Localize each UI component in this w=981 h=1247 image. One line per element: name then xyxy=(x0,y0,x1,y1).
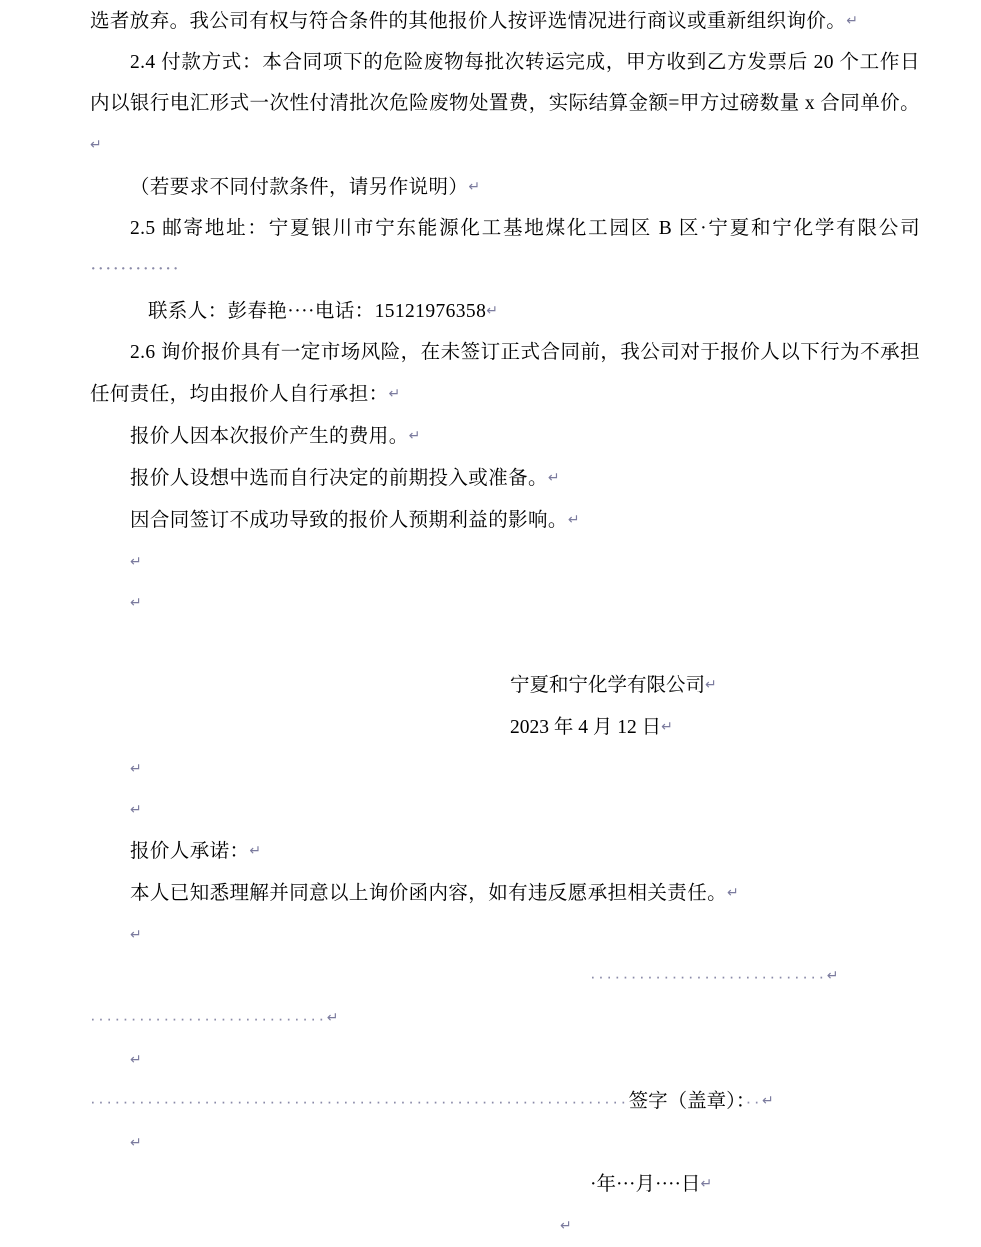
empty-line-5 xyxy=(90,789,920,830)
paragraph-mark: ↵ xyxy=(130,760,142,776)
signature-fill-dots: ·································································· xyxy=(90,1092,629,1111)
fill-line-left-dots: ····························· xyxy=(90,1009,327,1028)
signature-date-text: 2023 年 4 月 12 日 xyxy=(510,717,662,738)
paragraph-mark: ↵ xyxy=(130,1134,142,1150)
commitment-body-text: 本人已知悉理解并同意以上询价函内容，如有违反愿承担相关责任。 xyxy=(130,883,728,904)
empty-line-7 xyxy=(90,1039,920,1080)
empty-line-6 xyxy=(90,914,920,955)
commitment-body xyxy=(90,872,920,914)
signature-date xyxy=(90,706,920,748)
para-contact-text: 联系人：彭春艳····电话：15121976358 xyxy=(148,301,487,322)
paragraph-mark: ↵ xyxy=(388,385,401,401)
paragraph-mark: ↵ xyxy=(661,718,673,734)
paragraph-mark: ↵ xyxy=(547,469,560,485)
paragraph-mark: ↵ xyxy=(727,884,739,900)
fill-line-left[interactable] xyxy=(90,997,920,1039)
paragraph-mark: ↵ xyxy=(130,801,142,817)
para-2-5-address xyxy=(90,208,920,290)
address-trailing-dots: ············ xyxy=(90,259,180,280)
para-continuation-text: 选者放弃。我公司有权与符合条件的其他报价人按评选情况进行商议或重新组织询价。 xyxy=(90,11,847,32)
paragraph-mark: ↵ xyxy=(90,136,102,152)
para-risk-item-2 xyxy=(90,457,920,499)
para-payment-note-text: （若要求不同付款条件，请另作说明） xyxy=(130,177,469,198)
paragraph-mark: ↵ xyxy=(560,1217,572,1233)
signature-company xyxy=(90,664,920,706)
para-2-6-risk xyxy=(90,332,920,415)
paragraph-mark: ↵ xyxy=(130,1051,142,1067)
paragraph-mark: ↵ xyxy=(249,842,262,858)
para-contact xyxy=(90,290,920,332)
para-risk-item-3-text: 因合同签订不成功导致的报价人预期利益的影响。 xyxy=(130,510,568,531)
document-body xyxy=(90,0,920,1246)
paragraph-mark: ↵ xyxy=(846,12,858,28)
fill-line-right[interactable] xyxy=(90,955,920,997)
empty-line-9 xyxy=(90,1205,920,1246)
paragraph-mark: ↵ xyxy=(486,302,498,318)
paragraph-mark: ↵ xyxy=(705,676,717,692)
empty-line-3 xyxy=(90,623,920,664)
commitment-heading xyxy=(90,830,920,872)
para-risk-item-2-text: 报价人设想中选而自行决定的前期投入或准备。 xyxy=(130,468,548,489)
paragraph-mark: ↵ xyxy=(468,178,481,194)
empty-line-4 xyxy=(90,748,920,789)
empty-line-8 xyxy=(90,1122,920,1163)
empty-line-1 xyxy=(90,541,920,582)
commitment-heading-text: 报价人承诺： xyxy=(130,841,250,862)
para-risk-item-1-text: 报价人因本次报价产生的费用。 xyxy=(130,426,409,447)
para-risk-item-1 xyxy=(90,415,920,457)
signature-trailing-dots: ·· xyxy=(745,1092,762,1111)
paragraph-mark: ↵ xyxy=(826,967,839,983)
paragraph-mark: ↵ xyxy=(408,427,421,443)
signature-company-text: 宁夏和宁化学有限公司 xyxy=(510,675,706,696)
date-fill-text: ·年···月····日 xyxy=(590,1174,701,1195)
paragraph-mark: ↵ xyxy=(130,594,142,610)
para-2-5-address-text: 2.5 邮寄地址：宁夏银川市宁东能源化工基地煤化工园区 B 区·宁夏和宁化学有限公司 xyxy=(130,218,920,239)
paragraph-mark: ↵ xyxy=(130,926,142,942)
fill-line-right-dots: ····························· xyxy=(590,967,827,986)
date-fill-row[interactable] xyxy=(90,1163,920,1205)
para-risk-item-3 xyxy=(90,499,920,541)
para-2-4-payment-text: 2.4 付款方式：本合同项下的危险废物每批次转运完成，甲方收到乙方发票后 20 个工作日内以银行电汇形式一次性付清批次危险废物处置费，实际结算金额=甲方过磅数量 x 合同单价。 xyxy=(90,52,920,114)
paragraph-mark: ↵ xyxy=(700,1175,713,1191)
para-payment-note xyxy=(90,166,920,208)
paragraph-mark: ↵ xyxy=(326,1009,339,1025)
para-2-4-payment xyxy=(90,42,920,166)
signature-fill-row[interactable] xyxy=(90,1080,920,1122)
paragraph-mark: ↵ xyxy=(567,511,580,527)
empty-line-2 xyxy=(90,582,920,623)
paragraph-mark: ↵ xyxy=(761,1092,774,1108)
signature-label: 签字（盖章）： xyxy=(628,1091,746,1112)
para-continuation xyxy=(90,0,920,42)
para-2-6-risk-text: 2.6 询价报价具有一定市场风险，在未签订正式合同前，我公司对于报价人以下行为不承担任何责任，均由报价人自行承担： xyxy=(90,342,920,405)
paragraph-mark: ↵ xyxy=(130,553,142,569)
